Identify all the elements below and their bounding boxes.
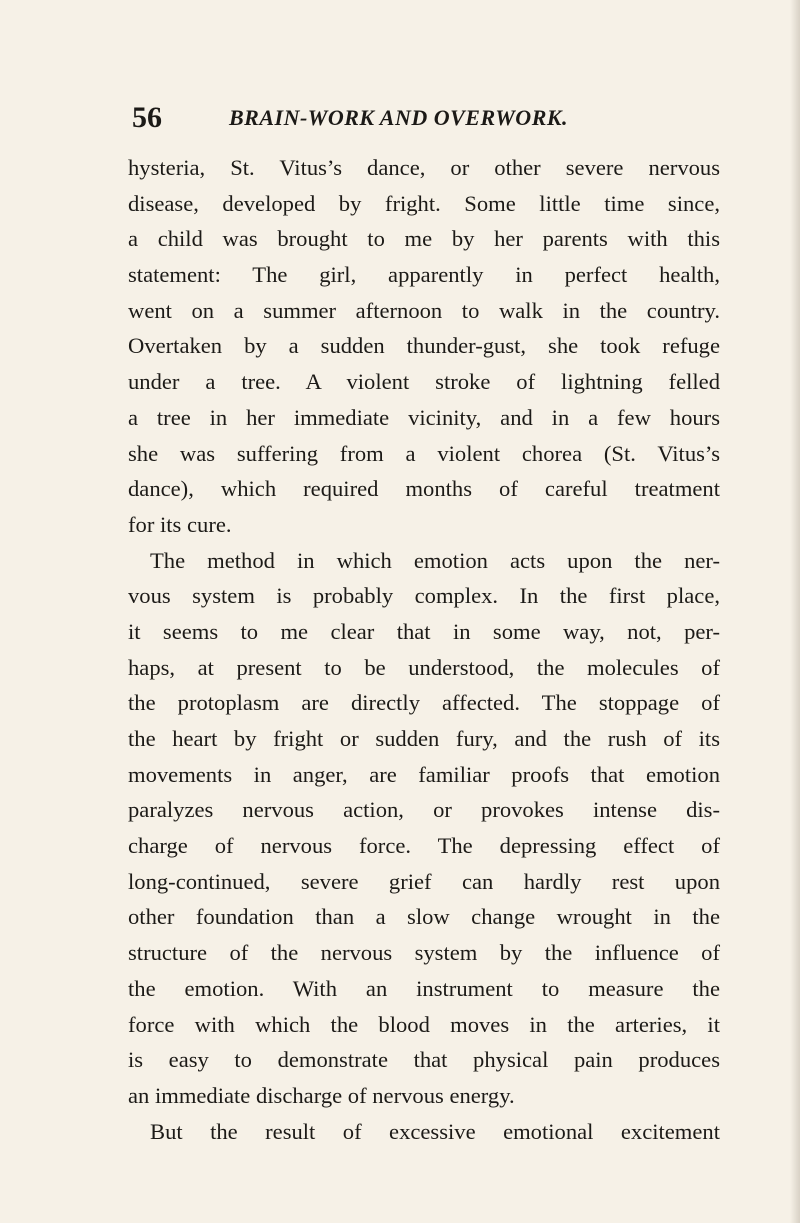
text-line: statement: The girl, apparently in perfect health, — [128, 262, 720, 288]
text-line: long-continued, severe grief can hardly rest upon — [128, 868, 720, 894]
text-line: other foundation than a slow change wrought in the — [128, 904, 720, 930]
text-line: she was suffering from a violent chorea (St. Vitus’s — [128, 440, 720, 466]
text-line: dance), which required months of careful treatment — [128, 476, 720, 502]
text-line: But the result of excessive emotional excitement — [150, 1118, 720, 1144]
text-line: for its cure. — [128, 511, 232, 537]
text-line: structure of the nervous system by the influence of — [128, 940, 720, 966]
page-edge-shadow — [790, 0, 800, 1223]
text-line: the protoplasm are directly affected. The stoppage of — [128, 690, 720, 716]
text-line: charge of nervous force. The depressing effect of — [128, 833, 720, 859]
text-line: under a tree. A violent stroke of lightning felled — [128, 369, 720, 395]
text-line: vous system is probably complex. In the first place, — [128, 583, 720, 609]
text-line: force with which the blood moves in the arteries, it — [128, 1011, 720, 1037]
text-line: movements in anger, are familiar proofs that emotion — [128, 761, 720, 787]
text-line: paralyzes nervous action, or provokes intense dis- — [128, 797, 720, 823]
text-line: a tree in her immediate vicinity, and in a few hours — [128, 404, 720, 430]
text-line: The method in which emotion acts upon the ner- — [150, 547, 720, 573]
text-line: haps, at present to be understood, the molecules of — [128, 654, 720, 680]
body-text — [128, 150, 720, 1149]
text-line: is easy to demonstrate that physical pain produces — [128, 1047, 720, 1073]
page-number: 56 — [132, 101, 162, 134]
text-line: disease, developed by fright. Some little time since, — [128, 190, 720, 216]
text-line: Overtaken by a sudden thunder-gust, she took refuge — [128, 333, 720, 359]
text-line: it seems to me clear that in some way, not, per- — [128, 618, 720, 644]
running-head: BRAIN-WORK AND OVERWORK. — [229, 105, 569, 130]
text-line: a child was brought to me by her parents with this — [128, 226, 720, 252]
text-line: hysteria, St. Vitus’s dance, or other severe nervous — [128, 155, 720, 180]
text-line: went on a summer afternoon to walk in the country. — [128, 297, 720, 323]
text-line: an immediate discharge of nervous energy. — [128, 1082, 515, 1108]
page-header — [132, 98, 732, 138]
text-line: the emotion. With an instrument to measure the — [128, 975, 720, 1001]
text-line: the heart by fright or sudden fury, and the rush of its — [128, 726, 720, 751]
